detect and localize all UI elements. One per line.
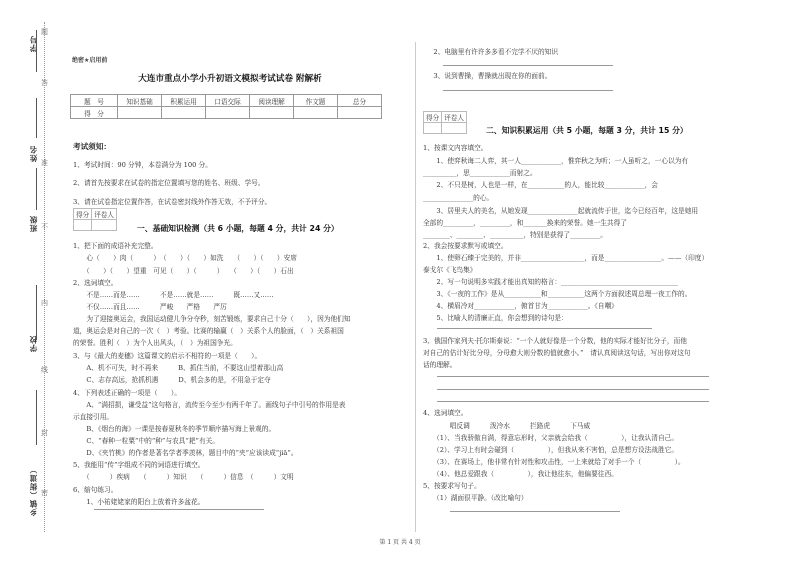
question-line: 2、我会按要求默写或填空。 [423,242,508,250]
question-line: 不是……而是…… 不是……就是…… 既……又…… [73,291,274,299]
question-line: 为了迎接奥运会，我国运动健儿争分夺秒，刻苦锻炼，要求自己十分（ ），因为他们知 [73,315,351,323]
page-number: 第 1 页 共 4 页 [379,539,421,546]
grader-box-2 [423,111,467,134]
score-cell[interactable] [118,107,162,119]
grader-score-cell[interactable] [424,123,442,134]
binding-label: 姓名 [29,145,38,162]
question-line: 6、缩句练习。 [73,486,118,494]
question-line: 3、俄国作家列夫·托尔斯泰说：“一个人就好像是一个分数，他的实际才能好比分子，而他 [423,337,687,345]
grader-score-cell[interactable] [74,220,92,231]
seal-char: 封 [41,429,48,437]
answer-line[interactable] [437,389,709,390]
score-cell[interactable] [338,107,382,119]
student-id-fill-line [36,30,37,72]
answer-line[interactable] [450,511,620,512]
question-line: （ ）（ ）望重 可见（ ）（ ） （ ）（ ）石出 [73,267,294,275]
question-line: 1、按课文内容填空。 [423,144,488,152]
question-line: （1）、当我骄傲自满，得意忘形时，父亲就会给我（ ），让我认清自己。 [423,434,679,442]
seal-char: 答 [41,79,48,87]
question-line: 5、比喻人的清廉正直，你会想到的诗句是： [423,314,568,322]
question-line: 不仅……而且…… 严峻 严格 严厉 [73,303,227,311]
notice-item: 1、考试时间：90 分钟，本卷满分为 100 分。 [73,161,212,169]
score-table-header-row [71,95,382,107]
score-cell[interactable] [162,107,206,119]
seal-char: 密 [41,489,48,497]
question-line: 2、写一句说明多实践才能出真知的格言：___________________________________ [423,278,679,286]
notice-item: 2、请首先按要求在试卷的指定位置填写您的姓名、班级、学号。 [73,179,265,187]
score-table-header-cell: 积累运用 [162,95,206,107]
binding-label: 班级 [29,215,38,232]
question-line: _______________的心。 [423,194,494,202]
question-line: （1）湖面很平静。（改比喻句） [423,494,528,502]
score-table-header-cell: 总分 [338,95,382,107]
seal-line [44,22,45,532]
question-line: 心（ ）肉（ ） （ ）（ ）如洗 （ ）（ ）安席 [73,254,297,262]
score-table-score-row [71,107,382,119]
question-line: 1、小祐姥姥家的阳台上放着许多盆花。 [73,498,205,506]
school-fill-line [36,285,37,340]
section-1-heading: 一、基础知识检测（共 6 小题，每题 4 分，共计 24 分） [137,224,339,233]
question-line: （ ）疾病 （ ）知识 （ ）信息 （ ）文明 [73,473,294,481]
binding-label: 学号 [29,35,38,52]
grader-reviewer-cell[interactable] [442,123,467,134]
question-line: 3、居里夫人的美名，从她发现_______________起就流传于世，迄今已经百年，这是她用 [423,207,699,215]
question-line: 5、按要求写句子。 [423,482,481,490]
question-line: D、《夹竹桃》的作者是著名学者季羡林，题目中的“夹”应该读成“jiā”。 [73,449,298,457]
score-table [70,94,382,119]
question-line: 泰戈尔《飞鸟集》 [423,266,477,274]
notice-title: 考试须知： [73,142,111,151]
question-line: （2）、学习上有时会碰到（ ），但我从来不害怕，总是想方设法战胜它。 [423,446,679,454]
score-table-header-cell: 阅读理解 [250,95,294,107]
answer-line[interactable] [443,90,613,91]
question-line: 道，奥运会是对自己的一次（ ）考验。比赛的输赢（ ）关系个人的脸面，（ ）关系祖国 [73,327,344,335]
question-line: 1、使弈秋诲二人弈，其一人____________，惟弈秋之为听；一人虽听之，一心以为有 [423,157,689,165]
question-line: 话的理解。 [423,361,457,369]
question-line: C、“春种一粒粟”中的“种”与农具“耙”有关。 [73,437,220,445]
score-cell[interactable] [250,107,294,119]
question-line: 对自己的估计好比分母，分母愈大则分数的值就愈小。” 请认真阅读这句话，写出你对这句 [423,349,691,357]
question-line: 唱反调 泼冷水 拦路虎 下马威 [423,422,591,430]
binding-label: 学校 [29,335,38,352]
question-line: 5、我能用“传”字组成不同的词语进行填空。 [73,461,205,469]
question-line: 2、选词填空。 [73,279,118,287]
answer-line[interactable] [437,328,652,329]
seal-char: 准 [41,159,48,167]
question-line: __________，思____________而射之。 [423,169,537,177]
question-line: 3、与《最大的麦穗》这篇课文的启示不相符的一项是（ ）。 [73,352,262,360]
question-line: A、机不可失，时不再来 B、抓住当前，不要这山望着那山高 [73,364,284,372]
secret-label: 绝密★启用前 [72,57,108,64]
answer-line[interactable] [437,376,709,377]
binding-label: 乡镇（街道） [29,465,38,516]
question-line: 4、下列表述正确的一项是（ ）。 [73,389,181,397]
section-2-heading: 二、知识积累运用（共 5 小题，每题 3 分，共计 15 分） [486,126,688,135]
answer-line[interactable] [443,65,613,66]
question-line: 全部的_________，_________，和_______换来的荣誉。她一生共得了 [423,219,627,227]
seal-char: 题 [41,28,48,36]
question-line: 1、把下面的成语补充完整。 [73,242,158,250]
question-line: 3、说到曹操，曹操就出现在你的面前。 [420,72,552,80]
question-line: 4、横眉冷对____________，俯首甘为____________。《自嘲》 [423,302,618,310]
score-cell[interactable] [206,107,250,119]
grader-reviewer-label: 评卷人 [442,112,467,123]
question-line: ________、________、__________，特别是获得了_________。 [423,231,607,239]
question-line: 的荣誉。胜利（ ）为个人出风头，（ ）为祖国争光。 [73,339,237,347]
page-title: 大连市重点小学小升初语文模拟考试试卷 附解析 [138,74,322,84]
score-table-header-cell: 作文题 [294,95,338,107]
grader-score-label: 得分 [74,209,92,220]
question-line: B、《烟台的海》一课是按春夏秋冬的季节顺序描写海上景观的。 [73,425,276,433]
class-fill-line [36,168,37,210]
question-line: C、志存高远，抢抓机遇 D、机会多的是，不用急于定夺 [73,376,271,384]
grader-score-label: 得分 [424,112,442,123]
seal-char: 线 [41,366,48,374]
question-line: 3、《一夜的工作》是从___________和___________这两个方面叙述周总理一夜工作的。 [423,290,692,298]
name-fill-line [36,98,37,138]
score-cell[interactable] [294,107,338,119]
question-line: （4）、他总爱跟我（ ），我让他往东，他偏要往西。 [423,470,618,478]
question-line: 2、电脑里有许许多多看不完学不厌的知识 [420,48,559,56]
grader-reviewer-label: 评卷人 [92,209,117,220]
score-table-header-cell: 题 号 [71,95,118,107]
seal-char: 内 [41,299,48,307]
question-line: （3）、在赛场上，他非常有针对性和攻击性，一上来就给了对手一个（ ）。 [423,458,685,466]
answer-line[interactable] [437,401,709,402]
question-line: 2、不只是树，人也是一样，在___________的人，能比较____________，会 [423,181,658,189]
question-line: 4、选词填空。 [423,409,468,417]
seal-char: 不 [41,223,48,231]
grader-reviewer-cell[interactable] [92,220,117,231]
answer-line[interactable] [94,509,264,510]
question-line: 示直接引用。 [73,413,114,421]
score-table-header-cell: 知识基础 [118,95,162,107]
question-line: 1、使卵石臻于完美的，并非___________________，而是_________________。——（印度） [423,254,709,262]
score-table-header-cell: 口语交际 [206,95,250,107]
column-divider [415,42,416,532]
question-line: A、“满招损，谦受益”这句格言，流传至今至少有两千年了。画线句子中引号的作用是表 [73,401,346,409]
grader-box-1 [73,208,117,231]
town-fill-line [36,390,37,445]
notice-item: 3、请在试卷指定位置作答，在试卷密封线外作答无效，不予评分。 [73,198,272,206]
score-row-label: 得 分 [71,107,118,119]
